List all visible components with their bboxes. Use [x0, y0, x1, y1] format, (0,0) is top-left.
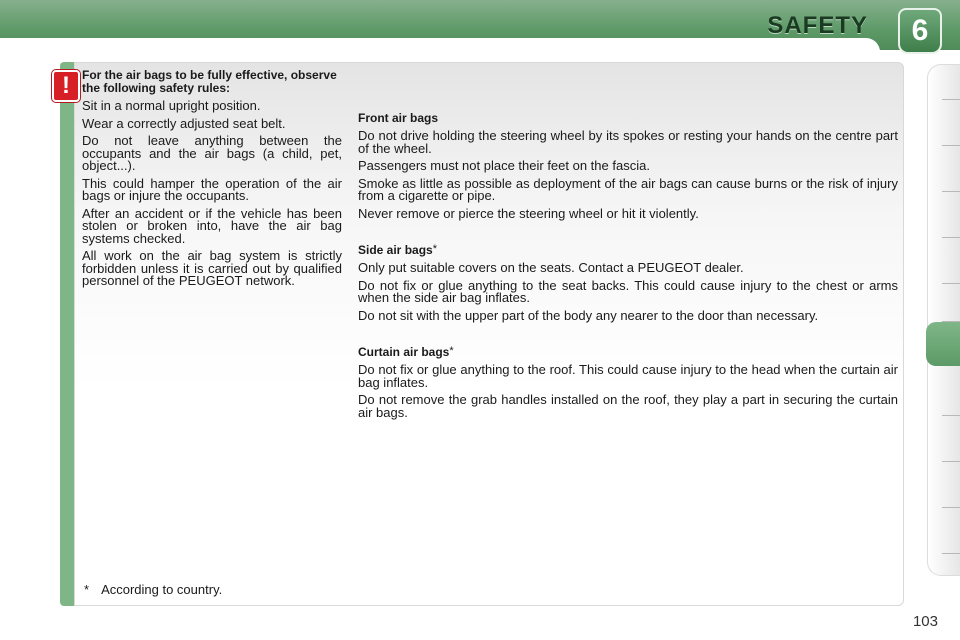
thumb-divider: [942, 99, 960, 100]
section-paragraph: Do not remove the grab handles installed on the roof, they play a part in securing the curtain air bags.: [358, 392, 898, 420]
chapter-title: SAFETY: [767, 12, 868, 39]
header-curve: [0, 38, 880, 52]
section-heading: [358, 111, 898, 125]
section-heading: [358, 242, 898, 257]
footnote-star: *: [449, 345, 454, 357]
chapter-number-badge: 6: [898, 8, 942, 54]
section-curtain-air-bags: [358, 344, 898, 419]
section-paragraph: Passengers must not place their feet on the fascia.: [358, 158, 650, 173]
section-heading-text: Curtain air bags: [358, 345, 450, 359]
safety-rule: This could hamper the operation of the air bags or injure the occupants.: [82, 175, 342, 203]
section-heading-text: Side air bags: [358, 243, 433, 257]
thumb-divider: [942, 283, 960, 284]
thumb-divider: [942, 415, 960, 416]
footnote: [84, 582, 222, 597]
thumb-divider: [942, 461, 960, 462]
safety-rule: After an accident or if the vehicle has been stolen or broken into, have the air bag systems checked.: [82, 205, 342, 246]
footnote-marker: *: [84, 582, 90, 597]
safety-rules-heading: For the air bags to be fully effective, observe the following safety rules:: [82, 68, 337, 95]
footnote-text: According to country.: [101, 582, 223, 597]
section-paragraph: Do not fix or glue anything to the seat backs. This could cause injury to the chest or arms when the side air bag inflates.: [358, 277, 898, 305]
section-paragraph: Never remove or pierce the steering wheel or hit it violently.: [358, 205, 699, 221]
safety-rule: Do not leave anything between the occupants and the air bags (a child, pet, object...).: [82, 133, 342, 173]
safety-rules-column: [82, 69, 342, 293]
air-bag-sections-column: [358, 111, 898, 441]
section-paragraph: Smoke as little as possible as deployment of the air bags can cause burns or the risk of injury from a cigarette or pipe.: [358, 175, 898, 203]
thumb-divider: [942, 553, 960, 554]
section-front-air-bags: [358, 111, 898, 220]
page-number: 103: [912, 613, 938, 630]
section-side-air-bags: [358, 242, 898, 322]
section-heading-text: Front air bags: [358, 111, 439, 125]
chapter-thumb-index: [927, 64, 960, 576]
exclamation-warning-icon: !: [52, 70, 80, 102]
section-heading: [358, 344, 898, 359]
thumb-divider: [942, 507, 960, 508]
thumb-divider: [942, 145, 960, 146]
section-paragraph: Only put suitable covers on the seats. Contact a PEUGEOT dealer.: [358, 260, 744, 275]
content-side-tab: [60, 62, 74, 606]
safety-rule: Wear a correctly adjusted seat belt.: [82, 115, 286, 131]
section-paragraph: Do not drive holding the steering wheel by its spokes or resting your hands on the centre part of the wheel.: [358, 128, 898, 156]
footnote-star: *: [432, 243, 437, 255]
safety-rule: Sit in a normal upright position.: [82, 98, 261, 113]
thumb-divider: [942, 237, 960, 238]
safety-rule: All work on the air bag system is strictly forbidden unless it is carried out by qualified personnel of the PEUGEOT network.: [82, 248, 342, 288]
section-paragraph: Do not fix or glue anything to the roof. This could cause injury to the head when the curtain air bag inflates.: [358, 362, 898, 390]
section-paragraph: Do not sit with the upper part of the body any nearer to the door than necessary.: [358, 307, 819, 323]
thumb-divider: [942, 191, 960, 192]
active-chapter-tab[interactable]: [926, 322, 960, 366]
